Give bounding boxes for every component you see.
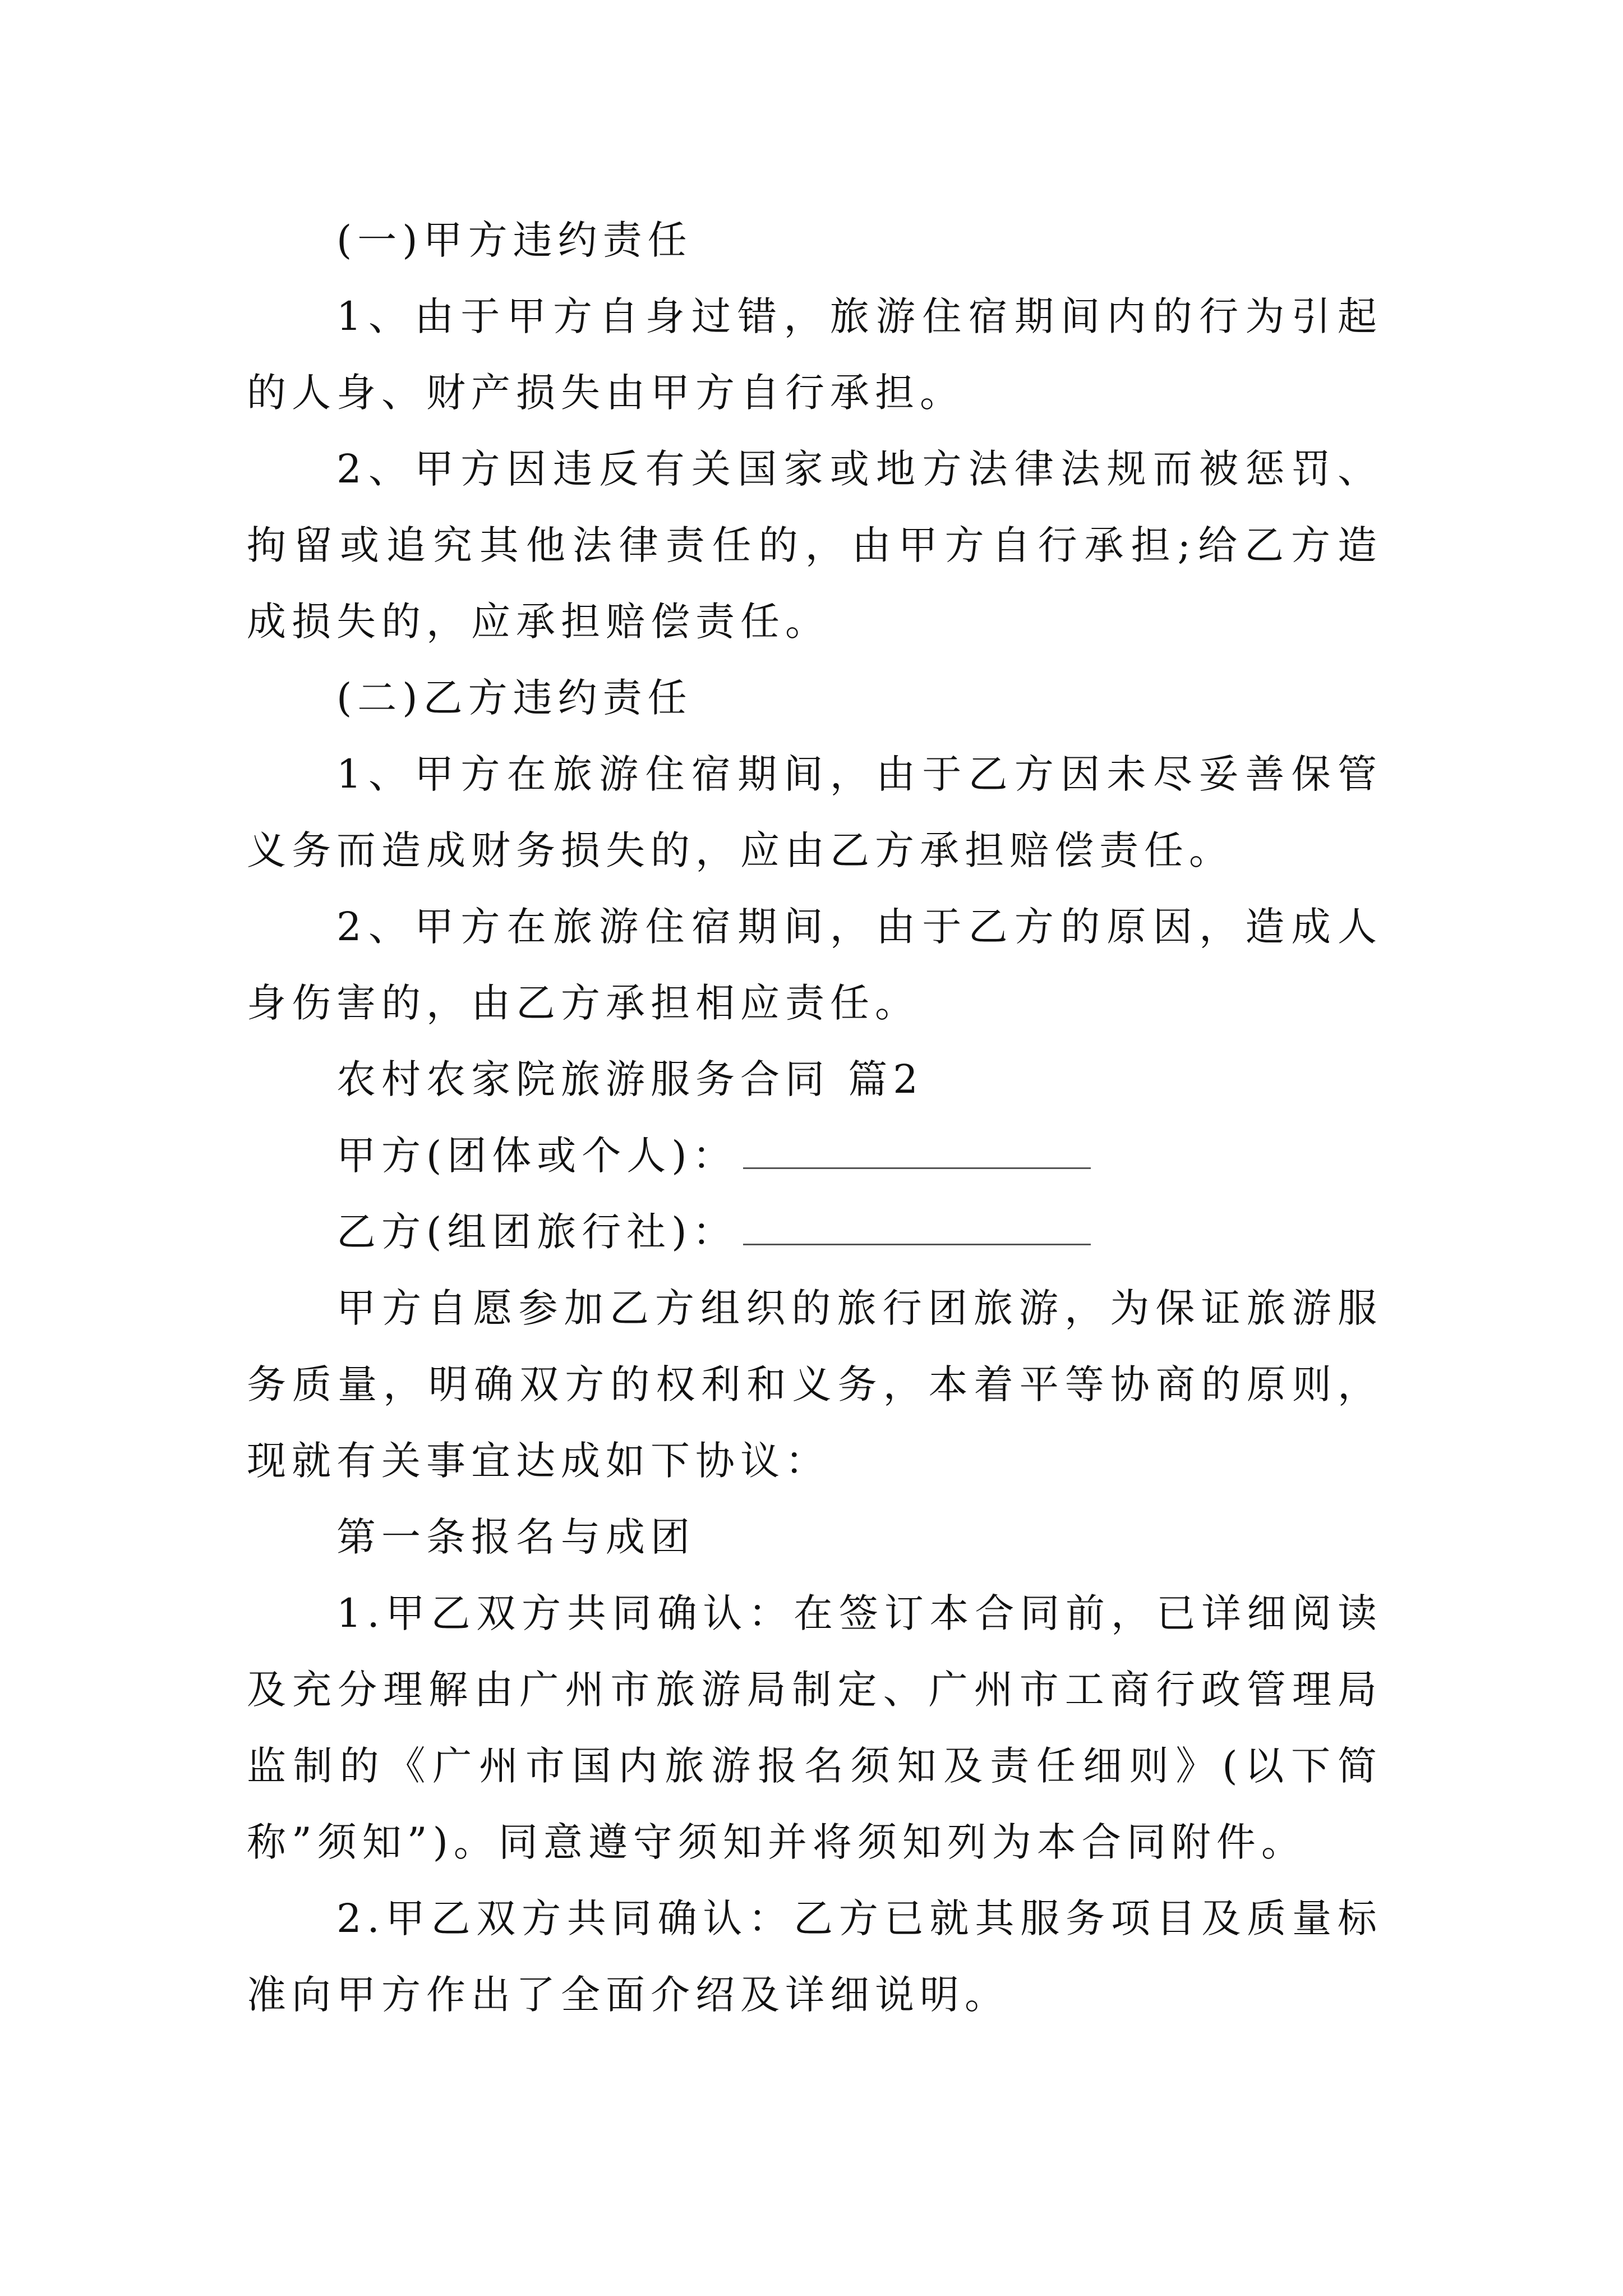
paragraph: 1.甲乙双方共同确认：在签订本合同前，已详细阅读及充分理解由广州市旅游局制定、广州市工商行政管理局监制的《广州市国内旅游报名须知及责任细则》(以下简称”须知”)。同意遵守须知并将须知列为本合同附件。 [247,1590,1382,1865]
party-a-label: 甲方(团体或个人)： [336,1133,737,1179]
paragraph: 2、甲方因违反有关国家或地方法律法规而被惩罚、拘留或追究其他法律责任的，由甲方自行承担;给乙方造成损失的，应承担赔偿责任。 [247,446,1382,645]
party-a-blank [743,1134,1091,1169]
party-b-blank [743,1210,1091,1245]
paragraph: 1、由于甲方自身过错，旅游住宿期间内的行为引起的人身、财产损失由甲方自行承担。 [247,293,1382,416]
paragraph: 2、甲方在旅游住宿期间，由于乙方的原因，造成人身伤害的，由乙方承担相应责任。 [247,904,1382,1026]
contract-title: 农村农家院旅游服务合同 篇2 [336,1056,924,1102]
party-a-line [247,1117,1382,1194]
party-b-line [247,1194,1382,1270]
paragraph: 1、甲方在旅游住宿期间，由于乙方因未尽妥善保管义务而造成财务损失的，应由乙方承担赔偿责任。 [247,751,1382,873]
section-heading-party-a-breach: (一)甲方违约责任 [336,217,693,263]
paragraph: 甲方自愿参加乙方组织的旅行团旅游，为保证旅游服务质量，明确双方的权利和义务，本着平等协商的原则，现就有关事宜达成如下协议： [247,1285,1382,1484]
article-heading: 第一条报名与成团 [336,1514,695,1560]
paragraph: 2.甲乙双方共同确认：乙方已就其服务项目及质量标准向甲方作出了全面介绍及详细说明。 [247,1895,1382,2018]
party-b-label: 乙方(组团旅行社)： [336,1209,737,1255]
section-heading-party-b-breach: (二)乙方违约责任 [336,675,693,721]
document-body [247,202,1382,2033]
